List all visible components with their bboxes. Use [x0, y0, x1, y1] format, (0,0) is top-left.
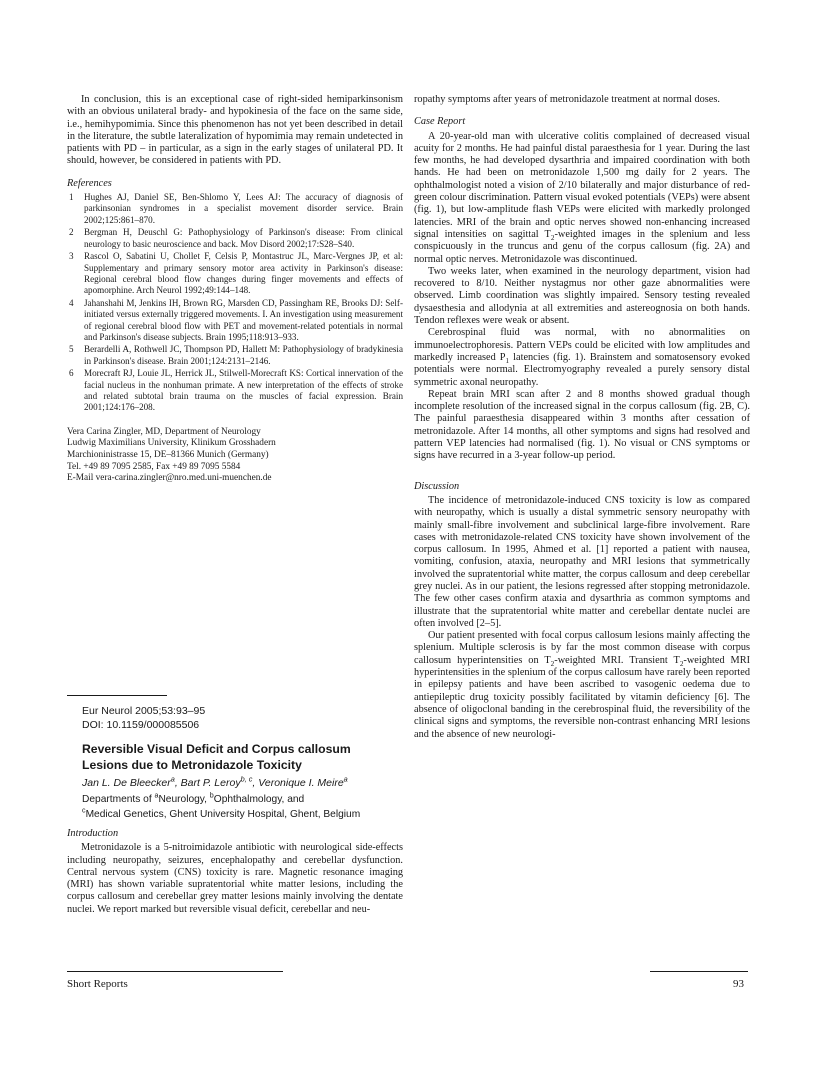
reference-number: 3 [69, 251, 74, 262]
footer-rule-right [650, 971, 748, 972]
footer-rule-left [67, 971, 283, 972]
case-report-heading: Case Report [414, 116, 466, 128]
discussion-paragraph: Our patient presented with focal corpus callosum lesions mainly affecting the splenium. Multiple sclerosis is by far the most common disease with corpus callosum hyperintensities on $T_2$-weighted MRI. Transient $T_2$-weighted MRI hyperintensities in the splenium of the corpus callosum have rarely been reported in epilepsy patients and have been ascribed to vasogenic oedema due to antiepileptic drug toxicity possibly facilitated by vitamin deficiency [6]. The absence of oligoclonal banding in the cerebrospinal fluid, the reversibility of the clinical signs and symptoms, the reversible non-contrast enhancing MRI lesions and the absence of new neurologi- [414, 630, 751, 740]
separator-rule [67, 695, 167, 696]
reference-number: 4 [69, 297, 74, 308]
author-affil-mark: b, c [240, 774, 253, 784]
author-name: , Veronique I. Meire [252, 777, 344, 789]
affiliation-line: Departments of $^a$Neurology, $^b$Ophthalmology, and [82, 791, 305, 805]
footer-section-label: Short Reports [67, 978, 128, 990]
case-paragraph: Two weeks later, when examined in the neurology department, vision had recovered to 8/10. Neither nystagmus nor other gaze abnormalities were observed. Limb coordination was slightly impaired. Sensory testing revealed dysaesthesia and allodynia at all extremities and astereognosia on both hands. Tendon reflexes were weak or absent. [414, 265, 750, 327]
reference-item [67, 251, 403, 297]
address-line: Tel. +49 89 7095 2585, Fax +49 89 7095 5584 [67, 461, 241, 472]
reference-text: Bergman H, Deuschl G: Pathophysiology of Parkinson's disease: From clinical neurology to basic neuroscience and back. Mov Disord 2002;17:S28–S40. [84, 227, 403, 249]
introduction-section [67, 828, 403, 916]
author-name: , Bart P. Leroy [174, 777, 241, 789]
article-header [82, 704, 404, 822]
introduction-continuation: ropathy symptoms after years of metronidazole treatment at normal doses. [414, 94, 720, 105]
reference-item [67, 344, 403, 367]
author-name: Jan L. De Bleecker [82, 777, 171, 789]
title-line: Lesions due to Metronidazole Toxicity [82, 758, 302, 772]
reference-number: 5 [69, 344, 74, 355]
reference-item [67, 368, 403, 414]
journal-citation: Eur Neurol 2005;53:93–95 [82, 705, 206, 717]
references-heading: References [67, 177, 112, 189]
right-column [414, 94, 750, 741]
affiliations [82, 792, 404, 822]
reference-item [67, 192, 403, 226]
discussion-heading: Discussion [414, 480, 460, 492]
correspondence-address [67, 427, 403, 485]
reference-number: 1 [69, 192, 74, 203]
reference-number: 2 [69, 227, 74, 238]
page-number: 93 [733, 978, 744, 990]
author-affil-mark: a [170, 774, 175, 784]
reference-item [67, 298, 403, 344]
reference-text: Jahanshahi M, Jenkins IH, Brown RG, Marsden CD, Passingham RE, Brooks DJ: Self-initiated versus externally triggered movements. I. An investigation using measurement of regional cerebral blood flow with PET and movement-related potentials in normal and Parkinson's disease subjects. Brain 1995;118:913–933. [84, 297, 403, 342]
introduction-heading: Introduction [67, 828, 119, 839]
reference-text: Berardelli A, Rothwell JC, Thompson PD, Hallett M: Pathophysiology of bradykinesia in Parkinson's disease. Brain 2001;124:2131–2146. [84, 344, 403, 366]
case-paragraph: A 20-year-old man with ulcerative colitis complained of decreased visual acuity for 2 months. He had painful distal paraesthesia for 1 year. During the last few months, he had developed dysarthria and impaired coordination with both hands. He had been on metronidazole 1,500 mg daily for 2 years. The ophthalmologist noted a vision of 2/10 bilaterally and major disturbance of red-green colour discrimination. Pattern visual evoked potentials (VEPs) were absent (fig. 1), but low-amplitude flash VEPs were elicited with markedly prolonged latencies. MRI of the brain and optic nerves showed non-enhancing increased signal intensities on sagittal $T_2$-weighted images in the splenium and less conspicuously in the truncus and genu of the corpus callosum (fig. 2A) and normal optic nerves. Metronidazole was discontinued. [414, 130, 750, 265]
address-line: Vera Carina Zingler, MD, Department of Neurology [67, 426, 261, 437]
conclusion-paragraph: In conclusion, this is an exceptional case of right-sided hemiparkinsonism with an obvious unilateral brady- and hypokinesia of the face on the same side, i.e., hemihypomimia. Since this phenomenon has not yet been described in detail in the literature, the subtle lateralization of hypomimia may remain undetected in patients with PD – in particular, as a sign in the early stages of unilateral PD. It should, however, be considered in patients with PD. [67, 94, 403, 167]
discussion-paragraph: The incidence of metronidazole-induced CNS toxicity is low as compared with neuropathy, which is usually a distal symmetric sensory neuropathy with mainly small-fibre involvement and subclinical large-fibre involvement. Rare cases with metronidazole-related CNS toxicity have shown involvement of the corpus callosum. In 1995, Ahmed et al. [1] reported a patient with nausea, vomiting, confusion, ataxia, neuropathy and MRI lesions that symmetrically involved the supratentorial white matter, the corpus callosum and deep cerebellar grey nuclei. As in our patient, the lesions regressed after stopping metronidazole. The few other cases confirm ataxia and dysarthria as common symptoms and illustrate that the supratentorial white matter and cerebellar dentate nuclei are often involved [2–5]. [414, 494, 750, 629]
left-column [67, 94, 403, 485]
address-line: Ludwig Maximilians University, Klinikum Grosshadern [67, 438, 276, 449]
reference-list [67, 192, 403, 414]
address-line: Marchioninistrasse 15, DE–81366 Munich (Germany) [67, 449, 269, 460]
affiliation-line: $^c$Medical Genetics, Ghent University Hospital, Ghent, Belgium [82, 806, 361, 820]
reference-number: 6 [69, 368, 74, 379]
author-list [82, 776, 404, 790]
reference-text: Hughes AJ, Daniel SE, Ben-Shlomo Y, Lees AJ: The accuracy of diagnosis of parkinsonian syndromes in a specialist movement disorder service. Brain 2002;125:861–870. [84, 192, 403, 225]
reference-item [67, 227, 403, 250]
reference-text: Rascol O, Sabatini U, Chollet F, Celsis P, Montastruc JL, Marc-Vergnes JP, et al: Supplementary and primary sensory motor area activity in Parkinson's disease: Regional cerebral blood flow changes during finger movements and effects of apomorphine. Arch Neurol 1992;49:144–148. [84, 251, 403, 296]
reference-text: Morecraft RJ, Louie JL, Herrick JL, Stilwell-Morecraft KS: Cortical innervation of the facial nucleus in the nonhuman primate. A new interpretation of the effects of stroke and related subtotal brain trauma on the muscles of facial expression. Brain 2001;124:176–208. [84, 368, 403, 413]
address-email: E-Mail vera-carina.zingler@nro.med.uni-muenchen.de [67, 473, 272, 484]
author-affil-mark: a [343, 774, 348, 784]
doi: DOI: 10.1159/000085506 [82, 719, 200, 731]
article-title [82, 741, 404, 773]
case-paragraph: Cerebrospinal fluid was normal, with no abnormalities on immunoelectrophoresis. Pattern VEPs could be elicited with low amplitudes and markedly increased $P_1$ latencies (fig. 1). Brainstem and somatosensory evoked potentials were normal. Electromyography revealed a purely sensory distal symmetric axonal neuropathy. [414, 327, 750, 388]
introduction-paragraph: Metronidazole is a 5-nitroimidazole antibiotic with neurological side-effects including neuropathy, seizures, encephalopathy and cerebellar dysfunction. Central nervous system (CNS) toxicity is rare. Magnetic resonance imaging (MRI) has shown variable supratentorial white matter lesions, including the corpus callosum and cerebellar grey matter lesions mainly involving the dentate nuclei. We report marked but reversible visual deficit, cerebellar and neu- [67, 842, 403, 915]
case-paragraph: Repeat brain MRI scan after 2 and 8 months showed gradual though incomplete resolution of the increased signal in the corpus callosum (fig. 2B, C). The painful paraesthesia disappeared within 3 months after cessation of metronidazole. After 14 months, all other symptoms and signs had resolved and pattern VEP latencies had normalised (fig. 1). No visual or CNS symptoms or signs have recurred in a 3-year follow-up period. [414, 388, 750, 462]
title-line: Reversible Visual Deficit and Corpus callosum [82, 742, 351, 756]
